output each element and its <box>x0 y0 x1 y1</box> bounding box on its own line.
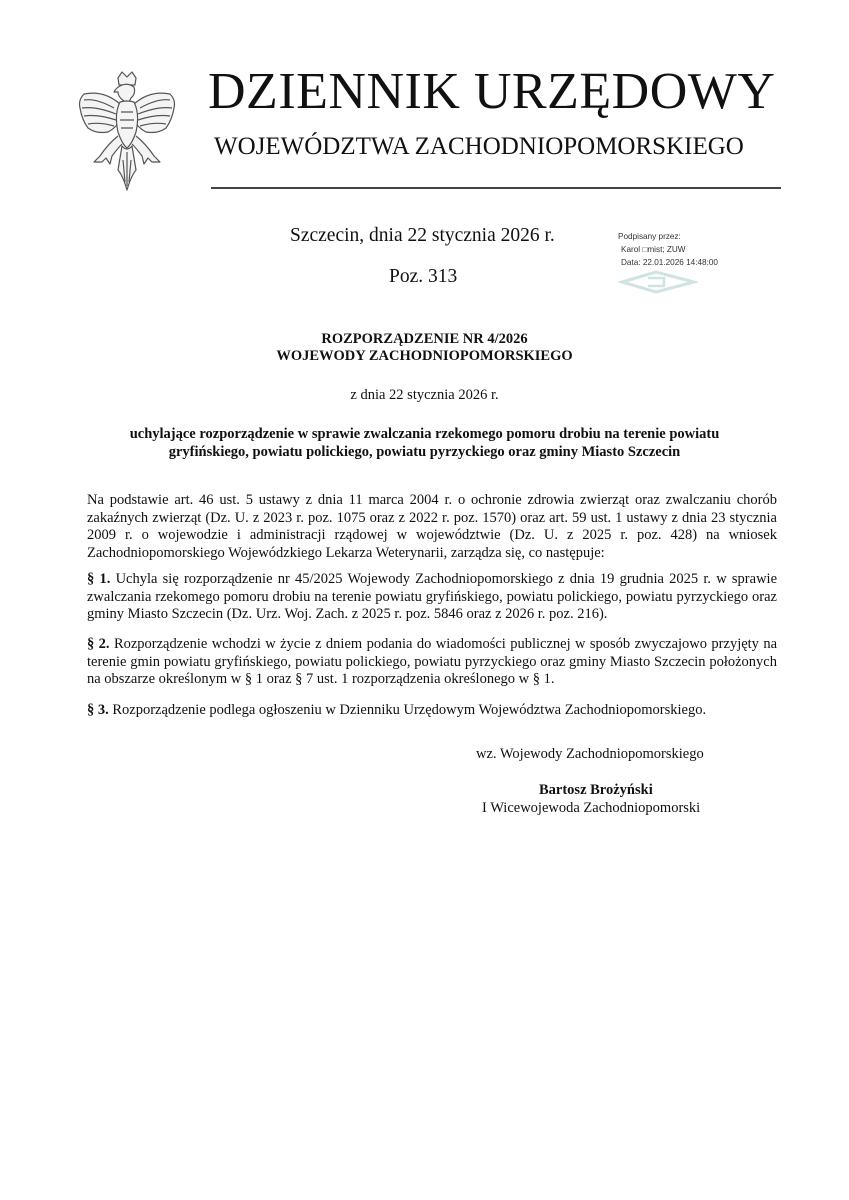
act-subject-line2: gryfińskiego, powiatu polickiego, powiatu pyrzyckiego oraz gminy Miasto Szczecin <box>168 444 681 460</box>
act-subject <box>0 425 849 461</box>
section-2 <box>87 636 777 697</box>
journal-subtitle: WOJEWÓDZTWA ZACHODNIOPOMORSKIEGO <box>214 133 744 160</box>
section-1 <box>87 571 777 632</box>
signature-stamp-icon <box>618 270 698 294</box>
section-number: § 1. <box>87 571 111 587</box>
signatory-role: I Wicewojewoda Zachodniopomorski <box>482 800 701 816</box>
preamble-text: Na podstawie art. 46 ust. 5 ustawy z dnia 11 marca 2004 r. o ochronie zdrowia zwierząt oraz zwalczaniu chorób zakaźnych zwierząt (Dz. U. z 2023 r. poz. 1075 oraz z 2022 r. poz. 1570) oraz art. 59 ust. 1 ustawy z dnia 23 stycznia 2009 r. o wojewodzie i administracji rządowej w województwie (Dz. U. z 2025 r. poz. 428) na wniosek Zachodniopomorskiego Wojewódzkiego Lekarza Weterynarii, zarządza się, co następuje: <box>87 492 777 561</box>
section-3 <box>87 702 777 728</box>
section-text: Uchyla się rozporządzenie nr 45/2025 Wojewody Zachodniopomorskiego z dnia 19 grudnia 2025 r. w sprawie zwalczania rzekomego pomoru drobiu na terenie powiatu gryfińskiego, powiatu polickiego, powiatu pyrzyckiego oraz gminy Miasto Szczecin (Dz. Urz. Woj. Zach. z 2025 r. poz. 5846 oraz z 2026 r. poz. 216). <box>87 571 778 623</box>
section-text: Rozporządzenie wchodzi w życie z dniem podania do wiadomości publicznej w sposób zwyczajowo przyjęty na terenie gmin powiatu gryfińskiego, powiatu polickiego, powiatu pyrzyckiego oraz gminy Miasto Szczecin położonych na obszarze określonym w § 1 oraz § 7 ust. 1 rozporządzenia określonego w § 1. <box>87 636 778 688</box>
masthead-divider <box>211 187 781 189</box>
preamble <box>87 492 777 570</box>
signoff-on-behalf: wz. Wojewody Zachodniopomorskiego <box>476 746 704 762</box>
act-title-line2: WOJEWODY ZACHODNIOPOMORSKIEGO <box>276 348 573 364</box>
signature-date: Data: 22.01.2026 14:48:00 <box>621 258 718 267</box>
journal-title: DZIENNIK URZĘDOWY <box>208 63 776 120</box>
signed-by-label: Podpisany przez: <box>618 232 681 241</box>
act-date: z dnia 22 stycznia 2026 r. <box>350 387 499 403</box>
act-subject-line1: uchylające rozporządzenie w sprawie zwalczania rzekomego pomoru drobiu na terenie powiatu <box>129 426 720 442</box>
eagle-emblem-icon <box>74 70 180 194</box>
section-text: Rozporządzenie podlega ogłoszeniu w Dzienniku Urzędowym Województwa Zachodniopomorskiego. <box>112 702 707 718</box>
act-title <box>0 331 849 365</box>
electronic-signature <box>618 230 748 300</box>
place-date: Szczecin, dnia 22 stycznia 2026 r. <box>290 225 555 246</box>
position-number: Poz. 313 <box>389 266 458 287</box>
section-number: § 2. <box>87 636 110 652</box>
signer-name: Karol □mist; ZUW <box>621 245 686 254</box>
section-number: § 3. <box>87 702 109 718</box>
act-title-line1: ROZPORZĄDZENIE NR 4/2026 <box>321 331 528 347</box>
signatory-name: Bartosz Brożyński <box>539 782 653 798</box>
